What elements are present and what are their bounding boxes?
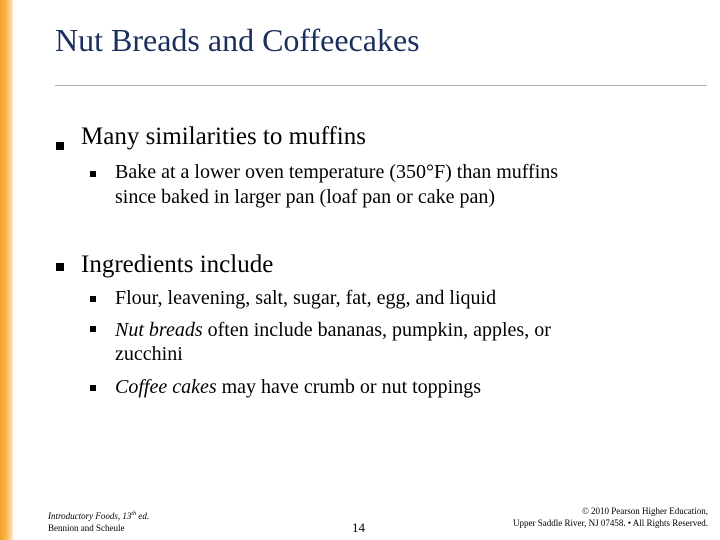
copyright-line-2: Upper Saddle River, NJ 07458. • All Rights Reserved.: [512, 518, 708, 528]
italic-term: Coffee cakes: [115, 376, 217, 398]
sub-bullet-marker: [90, 385, 96, 391]
italic-term: Nut breads: [115, 319, 203, 341]
page-number: 14: [352, 520, 365, 535]
footer-copyright: [513, 505, 708, 529]
footer-book-title: Introductory Foods, 13: [48, 511, 132, 521]
sub-bullet-marker: [90, 296, 96, 302]
sub-bullet-1-1-line2: since baked in larger pan (loaf pan or cake pan): [115, 186, 496, 208]
sub-bullet-2-2-rest: often include bananas, pumpkin, apples, or: [202, 319, 551, 341]
footer-edition-sup: th: [131, 511, 137, 517]
sub-bullet-2-1: Flour, leavening, salt, sugar, fat, egg, and liquid: [115, 287, 497, 309]
side-accent-bar: [0, 0, 13, 540]
title-divider: [55, 85, 707, 86]
sub-bullet-2-3: [115, 376, 481, 399]
sub-bullet-2-2-line2: zucchini: [115, 343, 183, 365]
footer-book-info: [48, 508, 149, 534]
sub-bullet-2-3-rest: may have crumb or nut toppings: [216, 376, 482, 398]
bullet-2-text: Ingredients include: [81, 251, 274, 278]
bullet-1-text: Many similarities to muffins: [81, 123, 366, 150]
bullet-marker: [56, 142, 64, 150]
footer-edition-suffix: ed.: [136, 511, 150, 521]
sub-bullet-marker: [90, 171, 96, 177]
slide-title: Nut Breads and Coffeecakes: [55, 22, 420, 58]
footer-authors: Bennion and Scheule: [48, 523, 125, 533]
bullet-marker: [56, 263, 64, 271]
copyright-line-1: © 2010 Pearson Higher Education,: [581, 506, 708, 516]
sub-bullet-2-2-line1: [115, 319, 551, 342]
sub-bullet-1-1-line1: Bake at a lower oven temperature (350°F) than muffins: [115, 161, 559, 183]
sub-bullet-marker: [90, 326, 96, 332]
